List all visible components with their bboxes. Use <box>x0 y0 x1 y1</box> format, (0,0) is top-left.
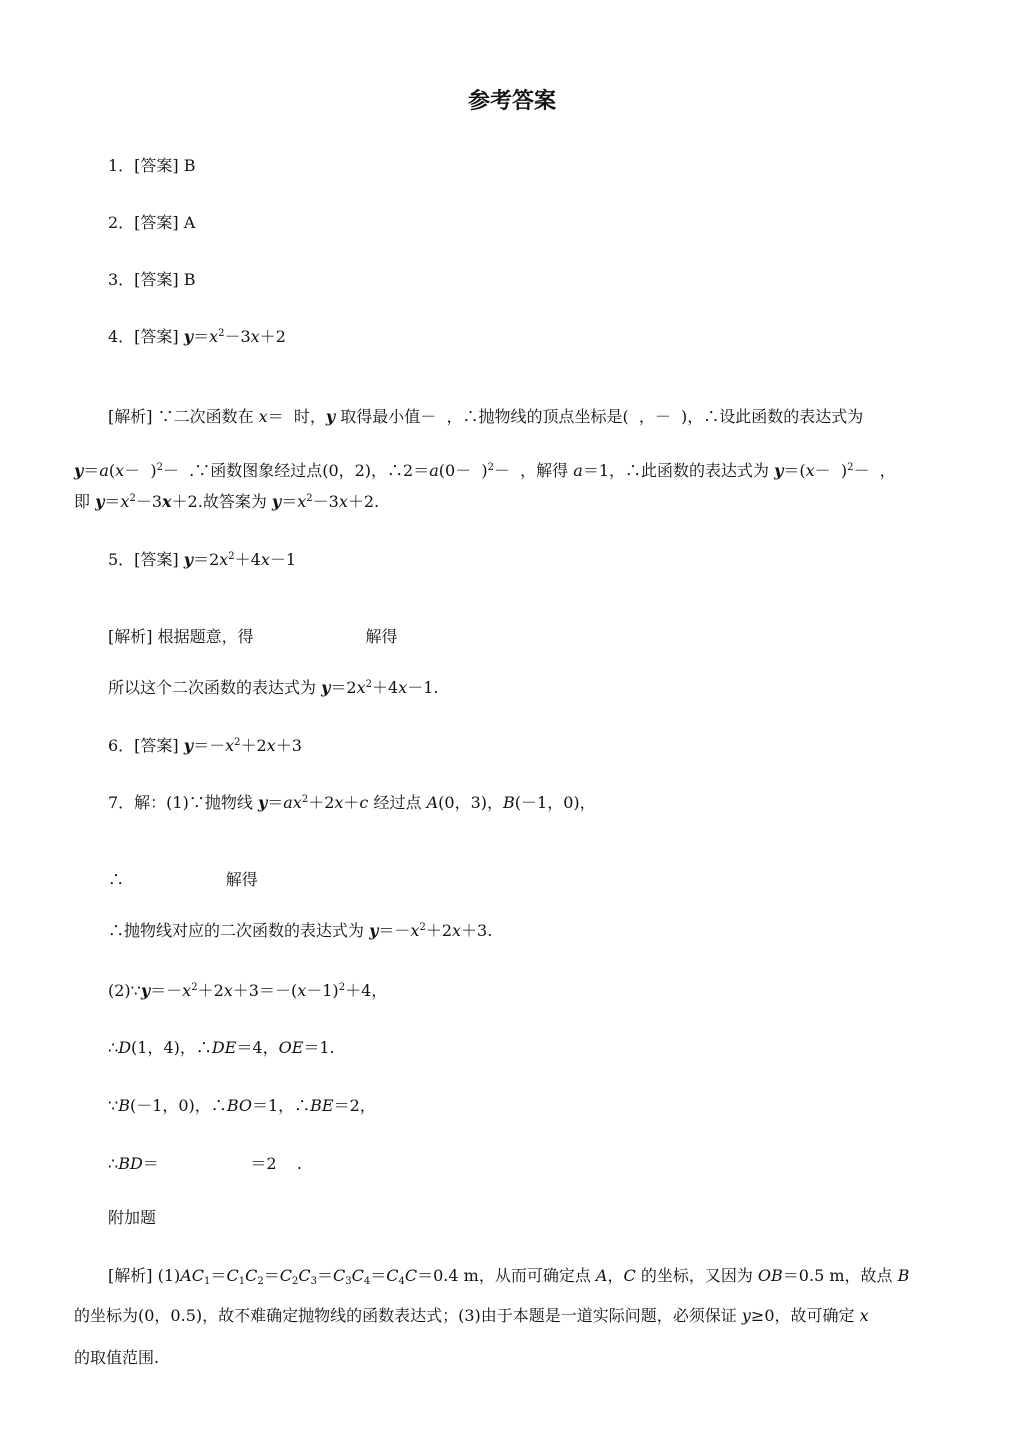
text-line: [解析] 根据题意，得 解得 <box>108 627 398 646</box>
text-line: ∴抛物线对应的二次函数的表达式为 $y=-x^2+2x+3$. <box>108 921 493 940</box>
text-line: 5．[答案] $y=2x^2+4x-1$ <box>108 550 297 569</box>
page-title: 参考答案 <box>467 89 556 114</box>
text-line: 即 $y=x^2-3x+2$.故答案为 $y=x^2-3x+2$. <box>74 492 380 511</box>
text-line: 2．[答案] A <box>108 213 196 232</box>
text-line: 1．[答案] B <box>108 156 196 175</box>
text-line: ∴BD＝ ＝2 . <box>108 1154 302 1173</box>
text-line: 的取值范围. <box>74 1348 160 1367</box>
text-line: 4．[答案] $y=x^2-3x+2$ <box>108 327 286 346</box>
text-line: 7．解：(1)∵抛物线 $y=ax^2+2x+c$ 经过点 A(0，3)，B(－1，0)， <box>108 793 596 812</box>
text-line: 6．[答案] $y=-x^2+2x+3$ <box>108 736 302 755</box>
text-line: 的坐标为(0，0.5)，故不难确定抛物线的函数表达式；(3)由于本题是一道实际问题，必须保证 y≥0，故可确定 x <box>74 1306 869 1325</box>
text-line: ∵B(－1，0)，∴BO＝1，∴BE＝2， <box>108 1096 376 1115</box>
text-line: $y=a(x- )^2-$ .∵函数图象经过点(0，2)，∴2＝a(0－ )$^2$－ ，解得 a＝1，∴此函数的表达式为 $y=(x- )^2-$ ， <box>74 461 896 480</box>
text-line: 附加题 <box>108 1208 157 1227</box>
text-line: $(2)\because y=-x^2+2x+3=-(x-1)^2+4$， <box>108 981 388 1000</box>
text-line: [解析] $(1)AC_1=C_1C_2=C_2C_3=C_3C_4=C_4C=0.4$ m，从而可确定点 A，C 的坐标，又因为 OB＝0.5 m，故点 B <box>108 1266 910 1287</box>
text-line: 3．[答案] B <box>108 270 196 289</box>
text-line: 所以这个二次函数的表达式为 $y=2x^2+4x-1$. <box>108 678 439 697</box>
text-line: ∴D(1，4)，∴DE＝4，OE＝1. <box>108 1038 335 1057</box>
text-line: [解析] ∵二次函数在 x＝ 时，y 取得最小值－ ，∴抛物线的顶点坐标是( ，－ )，∴设此函数的表达式为 <box>108 407 864 426</box>
text-line: ∴ 解得 <box>108 870 258 889</box>
